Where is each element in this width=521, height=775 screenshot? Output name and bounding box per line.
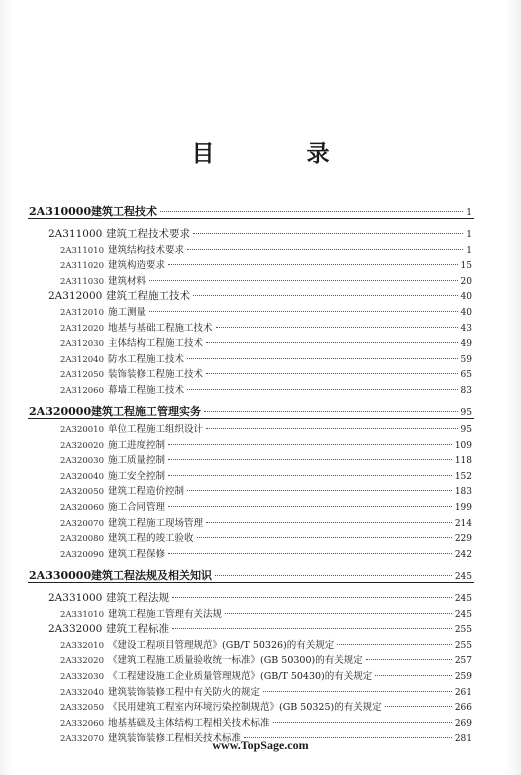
toc-section-code: 2A311010 [60,245,104,255]
toc-section[interactable] [60,606,472,619]
toc-section-code: 2A332010 [60,640,104,650]
toc-section[interactable] [60,320,472,333]
toc-chapter-code: 2A311000 [48,228,103,240]
toc-section-code: 2A320040 [60,471,104,481]
toc-section-title: 施工合同管理 [108,502,166,512]
toc-section[interactable] [60,304,472,317]
toc-section[interactable] [60,652,472,665]
toc-section-code: 2A331010 [60,609,104,619]
toc-section-title: 主体结构工程施工技术 [108,338,204,349]
dot-leader [193,294,458,296]
toc-section-page-number: 259 [454,672,472,681]
toc-section-page-number: 95 [460,425,472,434]
toc-section-page-number: 118 [454,456,472,466]
toc-section-page-number: 245 [454,609,472,619]
dot-leader [187,357,458,359]
toc-section-page-number: 257 [454,656,472,666]
footer-url: www.TopSage.com [212,738,309,752]
toc-section-title: 幕墙工程施工技术 [108,385,185,395]
toc-section[interactable] [60,515,472,528]
page-title: 目 录 [191,141,372,167]
toc-section-title: 施工安全控制 [108,470,166,481]
toc-section-code: 2A332060 [60,718,104,728]
dot-leader [263,690,452,692]
toc-section-page-number: 152 [454,471,472,481]
dot-leader [225,612,452,614]
toc-section-page-number: 281 [454,734,472,744]
toc-part[interactable] [29,403,472,417]
dot-leader [149,310,458,312]
dot-leader [193,232,463,234]
toc-section-code: 2A320060 [60,503,104,512]
toc-section-title: 建筑工程保修 [108,548,166,559]
toc-section-page-number: 255 [454,640,472,650]
toc-section[interactable] [60,637,472,650]
toc-chapter-code: 2A331000 [48,592,103,604]
toc-chapter-title: 建筑工程标准 [106,623,169,636]
toc-section-code: 2A332020 [60,656,104,666]
part-divider [28,418,474,419]
toc-chapter[interactable] [48,590,472,604]
toc-section-page-number: 261 [454,687,472,697]
dot-leader [366,658,452,660]
toc-section-page-number: 65 [460,370,472,380]
toc-section-page-number: 1 [466,245,472,255]
toc-section-title: 建筑工程施工现场管理 [108,517,204,528]
toc-section-page-number: 269 [454,718,472,728]
toc-section-page-number: 15 [460,261,472,271]
toc-section-code: 2A312020 [60,323,104,333]
toc-section-code: 2A312030 [60,339,104,349]
toc-chapter-title: 建筑工程法规 [106,592,169,604]
toc-section-code: 2A320070 [60,518,104,528]
dot-leader [168,443,452,445]
toc-section-code: 2A312010 [60,308,104,317]
toc-chapter-page-number: 255 [454,625,472,636]
dot-leader [187,489,452,491]
dot-leader [168,458,452,460]
toc-section-page-number: 229 [454,534,472,544]
toc-section-title: 《工程建设施工企业质量管理规范》(GB/T 50430)的有关规定 [108,671,373,681]
toc-section-title: 地基基础及主体结构工程相关技术标准 [108,717,270,728]
toc-section[interactable] [60,546,472,559]
toc-chapter-page-number: 245 [454,594,472,604]
part-divider [28,218,474,219]
toc-section-title: 《民用建筑工程室内环境污染控制规范》(GB 50325)的有关规定 [108,702,382,713]
toc-section-page-number: 83 [460,386,472,395]
toc-section[interactable] [60,257,472,270]
toc-part[interactable] [29,203,472,217]
dot-leader [337,643,452,645]
toc-section[interactable] [60,468,472,481]
dot-leader [168,552,452,554]
toc-part-page-number: 95 [460,408,472,417]
toc-section-code: 2A320030 [60,456,104,466]
toc-section-title: 建筑工程施工管理有关法规 [108,608,223,619]
dot-leader [216,326,458,328]
toc-section-code: 2A312040 [60,354,104,364]
toc-part-page-number: 1 [466,208,472,217]
dot-leader [215,574,452,576]
toc-section-title: 建筑工程的竣工验收 [108,533,194,544]
dot-leader [206,372,458,374]
toc-section-code: 2A312060 [60,386,104,395]
dot-leader [187,248,463,250]
dot-leader [385,705,452,707]
toc-section[interactable] [60,335,472,348]
toc-section-page-number: 214 [454,518,472,528]
toc-section-code: 2A332050 [60,703,104,713]
part-divider [28,582,474,583]
toc-section-code: 2A332070 [60,734,104,744]
toc-chapter[interactable] [48,226,472,240]
dot-leader [172,596,452,598]
toc-part-code: 2A330000 [29,569,92,581]
toc-section-page-number: 43 [460,323,472,333]
toc-section-title: 防水工程施工技术 [108,353,185,364]
toc-section-title: 建筑装饰装修工程相关技术标准 [108,733,242,744]
toc-section[interactable] [60,715,472,728]
toc-section[interactable] [60,273,472,286]
toc-section-title: 建筑装饰装修工程中有关防火的规定 [108,686,261,697]
toc-section-title: 建筑构造要求 [108,260,166,271]
toc-section-code: 2A320090 [60,549,104,559]
toc-section-title: 建筑工程造价控制 [108,486,185,497]
toc-chapter-code: 2A312000 [48,290,103,303]
toc-section[interactable] [60,437,472,450]
toc-section-title: 施工质量控制 [108,455,166,466]
toc-section[interactable] [60,242,472,255]
dot-leader [168,263,458,265]
toc-section-code: 2A311020 [60,261,104,271]
toc-section[interactable] [60,452,472,465]
toc-section-code: 2A320050 [60,487,104,497]
toc-part-title: 建筑工程法规及相关知识 [91,569,212,581]
dot-leader [206,427,458,429]
toc-section[interactable] [60,421,472,434]
dot-leader [172,627,452,629]
dot-leader [273,721,452,723]
toc-section[interactable] [60,530,472,543]
toc-chapter[interactable] [48,621,472,635]
toc-chapter-code: 2A332000 [48,623,103,636]
toc-chapter-title: 建筑工程施工技术 [106,290,190,303]
toc-section-code: 2A320080 [60,534,104,544]
dot-leader [206,521,452,523]
toc-section[interactable] [60,483,472,496]
toc-section[interactable] [60,382,472,395]
dot-leader [168,505,452,507]
toc-section-page-number: 49 [460,339,472,349]
toc-section[interactable] [60,699,472,712]
toc-part-code: 2A310000 [29,205,92,217]
dot-leader [187,388,458,390]
toc-section[interactable] [60,684,472,697]
toc-section-title: 地基与基础工程施工技术 [108,322,213,333]
toc-part-title: 建筑工程施工管理实务 [91,405,201,417]
toc-section-code: 2A311030 [60,276,104,286]
toc-section-page-number: 183 [454,487,472,497]
toc-section-title: 建筑结构技术要求 [108,244,185,255]
toc-chapter-page-number: 40 [460,292,472,303]
toc-part[interactable] [29,567,472,581]
toc-section[interactable] [60,351,472,364]
dot-leader [375,674,452,676]
toc-section-code: 2A332040 [60,687,104,697]
toc-part-page-number: 245 [454,572,472,581]
toc-section-title: 《建设工程项目管理规范》(GB/T 50326)的有关规定 [108,639,335,650]
dot-leader [149,279,458,281]
dot-leader [160,210,463,212]
toc-section-title: 建筑材料 [108,275,147,286]
dot-leader [206,341,458,343]
toc-section[interactable] [60,499,472,512]
toc-section-title: 单位工程施工组织设计 [108,424,204,434]
dot-leader [197,536,452,538]
toc-section[interactable] [60,366,472,379]
toc-section-page-number: 40 [460,308,472,317]
toc-chapter-page-number: 1 [466,230,472,240]
toc-section-code: 2A332030 [60,672,104,681]
toc-section-page-number: 59 [460,354,472,364]
toc-chapter-title: 建筑工程技术要求 [106,228,190,240]
toc-chapter[interactable] [48,288,472,302]
toc-section-page-number: 242 [454,549,472,559]
toc-part-title: 建筑工程技术 [91,205,157,217]
dot-leader [168,474,452,476]
toc-section-title: 施工进度控制 [108,439,166,450]
toc-section-page-number: 266 [454,703,472,713]
toc-section-title: 装饰装修工程施工技术 [108,369,204,380]
toc-part-code: 2A320000 [29,405,92,417]
toc-section-title: 施工测量 [108,307,147,317]
toc-section-page-number: 20 [460,276,472,286]
toc-section-page-number: 109 [454,440,472,450]
toc-section-title: 《建筑工程施工质量验收统一标准》(GB 50300)的有关规定 [108,655,363,666]
dot-leader [204,410,458,412]
toc-section[interactable] [60,668,472,681]
toc-section-code: 2A312050 [60,370,104,380]
toc-section-page-number: 199 [454,503,472,512]
toc-section-code: 2A320020 [60,440,104,450]
toc-section-code: 2A320010 [60,425,104,434]
